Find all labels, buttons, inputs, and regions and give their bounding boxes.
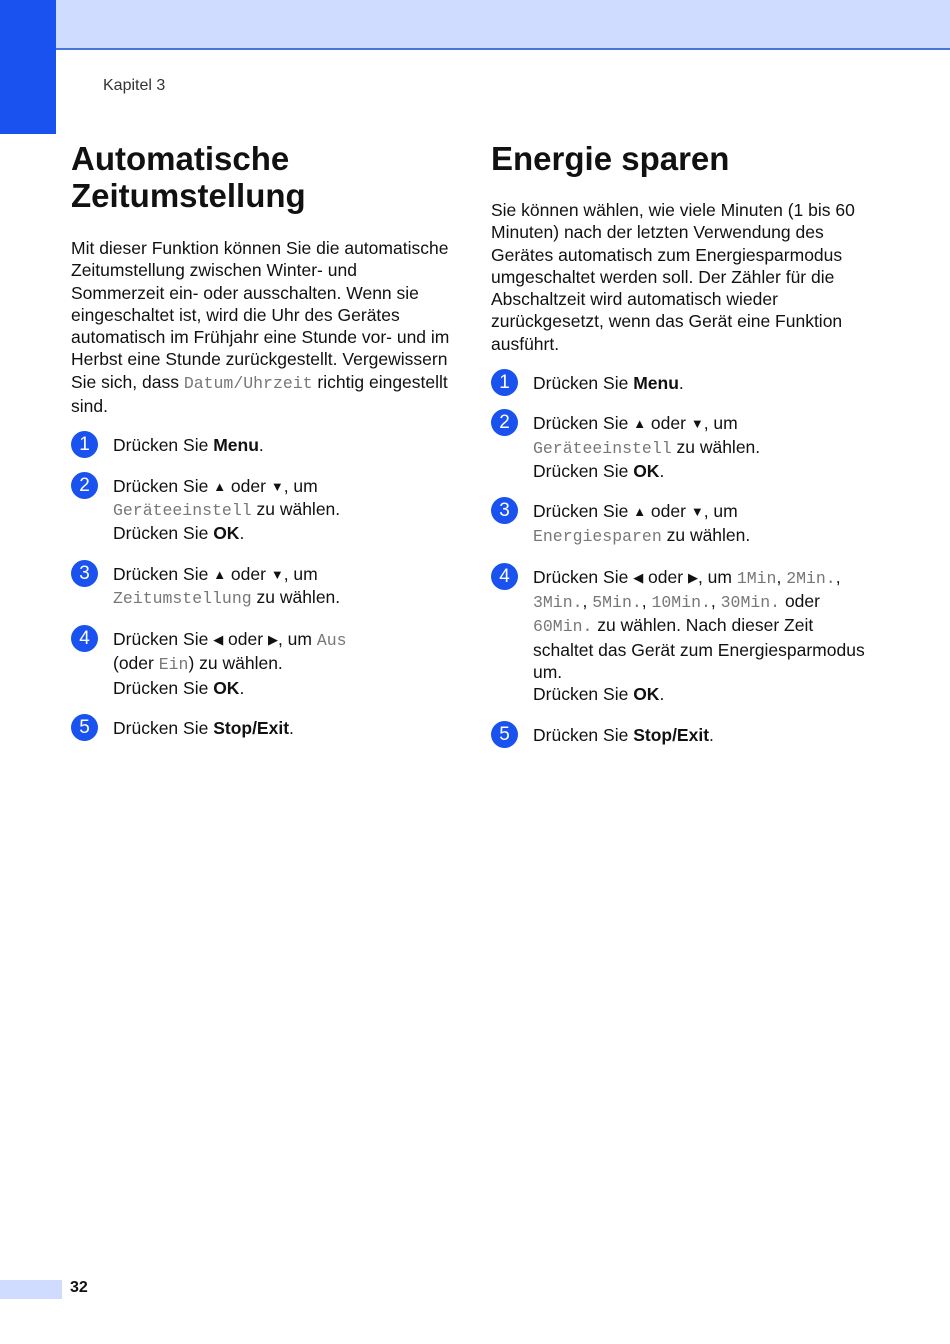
step-number-badge: 1	[71, 431, 98, 458]
button-name: Stop/Exit	[213, 718, 290, 739]
chapter-label: Kapitel 3	[103, 77, 166, 94]
lcd-text: Datum/Uhrzeit	[183, 373, 313, 393]
lcd-text: 2Min.	[786, 568, 836, 588]
step-number-badge: 3	[71, 560, 98, 587]
up-arrow-icon: ▲	[633, 416, 647, 432]
lcd-text: Aus	[316, 631, 347, 651]
section-intro: Mit dieser Funktion können Sie die automatische Zeitumstellung zwischen Winter- und Sommerzeit ein- oder ausschalten. Wenn sie eingeschaltet ist, wird die Uhr des Gerätes automatisch im Frühjahr eine Stunde vor- und im Herbst eine Stunde zurückgestellt. Vergewissern Sie sich, dass Datum/Uhrzeit richtig eingestellt sind.	[71, 238, 450, 417]
lcd-text: Geräteeinstell	[533, 438, 672, 458]
down-arrow-icon: ▼	[270, 566, 284, 582]
lcd-text: 5Min.	[592, 593, 642, 613]
step-number-badge: 4	[491, 563, 518, 590]
step-item: 2 Drücken Sie ▲ oder ▼, um Geräteeinstell zu wählen. Drücken Sie OK.	[71, 475, 451, 545]
right-arrow-icon: ▶	[267, 632, 278, 648]
left-arrow-icon: ◀	[633, 569, 644, 585]
up-arrow-icon: ▲	[213, 566, 227, 582]
step-list	[71, 434, 451, 739]
step-number-badge: 2	[491, 409, 518, 436]
step-item: 2 Drücken Sie ▲ oder ▼, um Geräteeinstell zu wählen. Drücken Sie OK.	[491, 412, 871, 482]
header-rule	[56, 48, 950, 50]
step-list	[491, 372, 871, 746]
lcd-text: 60Min.	[533, 617, 593, 637]
button-name: Menu	[213, 435, 259, 456]
page-number: 32	[70, 1279, 88, 1296]
step-number-badge: 5	[71, 714, 98, 741]
step-number-badge: 1	[491, 369, 518, 396]
down-arrow-icon: ▼	[690, 504, 704, 520]
up-arrow-icon: ▲	[213, 478, 227, 494]
section-intro: Sie können wählen, wie viele Minuten (1 bis 60 Minuten) nach der letzten Verwendung des Gerätes automatisch zum Energiesparmodus umgeschaltet werden soll. Der Zähler für die Abschaltzeit wird automatisch wieder zurückgesetzt, wenn das Gerät eine Funktion ausführt.	[491, 200, 855, 354]
button-name: OK	[633, 684, 660, 705]
step-item: 4 Drücken Sie ◀ oder ▶, um Aus (oder Ein) zu wählen. Drücken Sie OK.	[71, 628, 451, 699]
button-name: Stop/Exit	[633, 724, 710, 745]
step-number-badge: 5	[491, 721, 518, 748]
step-item: 4 Drücken Sie ◀ oder ▶, um 1Min, 2Min., 3Min., 5Min., 10Min., 30Min. oder 60Min. zu wählen. Nach dieser Zeit schaltet das Gerät zum Energiesparmodus um. Drücken Sie OK.	[491, 566, 871, 706]
section-title: Automatische Zeitumstellung	[71, 140, 306, 214]
up-arrow-icon: ▲	[633, 504, 647, 520]
header-band	[0, 0, 950, 50]
step-item: 1 Drücken Sie Menu.	[491, 372, 871, 394]
button-name: OK	[633, 460, 660, 481]
section-automatic-time-change	[71, 140, 451, 757]
button-name: OK	[213, 523, 240, 544]
right-arrow-icon: ▶	[687, 569, 698, 585]
lcd-text: 1Min	[736, 568, 777, 588]
step-number-badge: 3	[491, 497, 518, 524]
lcd-text: 30Min.	[720, 593, 781, 613]
step-item: 5 Drücken Sie Stop/Exit.	[71, 717, 451, 739]
left-arrow-icon: ◀	[213, 632, 224, 648]
down-arrow-icon: ▼	[690, 416, 704, 432]
step-number-badge: 2	[71, 472, 98, 499]
step-number-badge: 4	[71, 625, 98, 652]
footer-band	[0, 1280, 62, 1299]
button-name: OK	[213, 677, 240, 698]
lcd-text: Energiesparen	[533, 526, 662, 546]
lcd-text: Zeitumstellung	[113, 588, 252, 608]
step-item: 1 Drücken Sie Menu.	[71, 434, 451, 456]
button-name: Menu	[633, 373, 679, 394]
section-energy-saving	[491, 140, 871, 764]
step-item: 3 Drücken Sie ▲ oder ▼, um Energiesparen zu wählen.	[491, 500, 871, 548]
section-title: Energie sparen	[491, 140, 730, 177]
lcd-text: Ein	[158, 655, 189, 675]
step-item: 3 Drücken Sie ▲ oder ▼, um Zeitumstellung zu wählen.	[71, 563, 451, 611]
chapter-tab	[0, 0, 56, 134]
step-item: 5 Drücken Sie Stop/Exit.	[491, 724, 871, 746]
down-arrow-icon: ▼	[270, 478, 284, 494]
lcd-text: Geräteeinstell	[113, 500, 252, 520]
lcd-text: 3Min.	[533, 593, 583, 613]
lcd-text: 10Min.	[651, 593, 711, 613]
